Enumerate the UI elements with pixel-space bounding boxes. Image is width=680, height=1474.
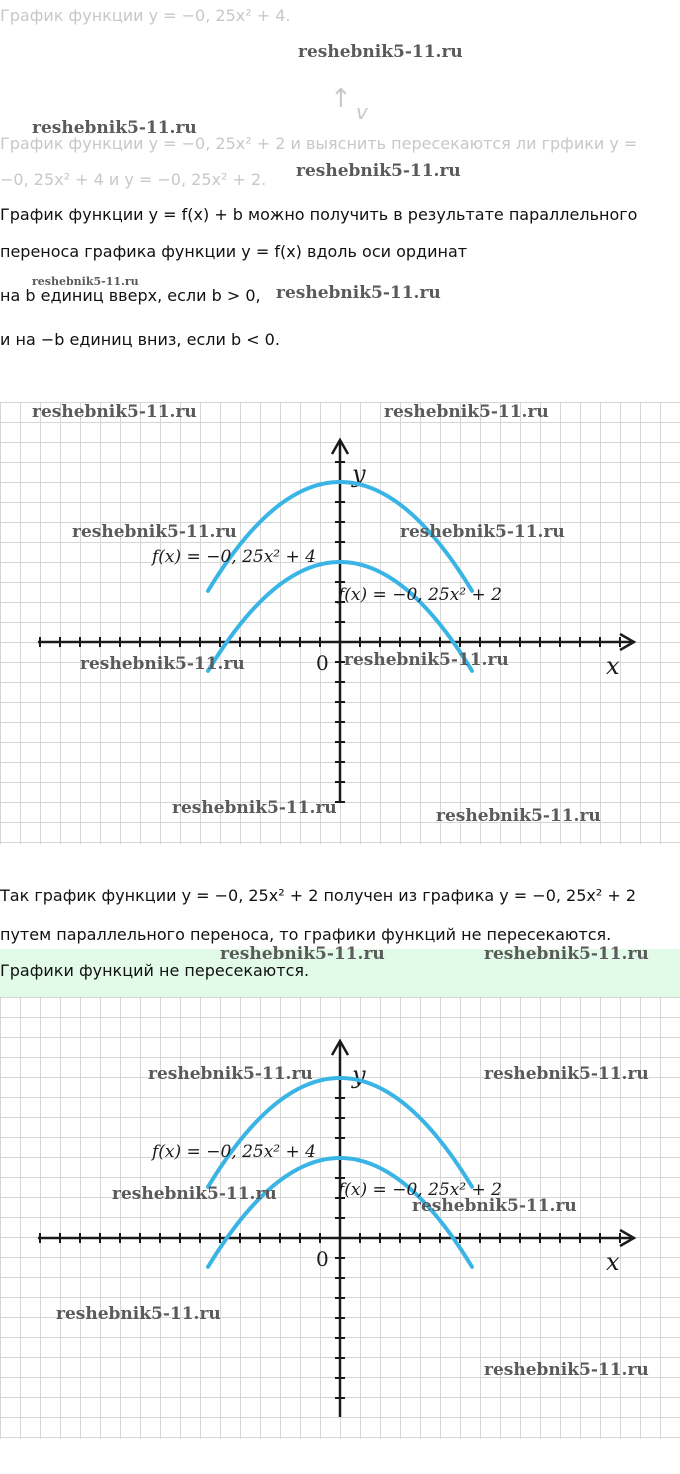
watermark: reshebnik5-11.ru: [484, 1064, 649, 1084]
conclusion-line-1: Так график функции y = −0, 25x² + 2 получен из графика y = −0, 25x² + 2: [0, 886, 637, 905]
origin-label: 0: [316, 1247, 329, 1271]
watermark: reshebnik5-11.ru: [298, 42, 463, 62]
watermark: reshebnik5-11.ru: [56, 1304, 221, 1324]
theory-line-3: на b единиц вверх, если b > 0,: [0, 286, 261, 305]
watermark: reshebnik5-11.ru: [32, 118, 197, 138]
theory-line-2: переноса графика функции y = f(x) вдоль оси ординат: [0, 242, 468, 261]
watermark: reshebnik5-11.ru: [32, 275, 139, 288]
watermark: reshebnik5-11.ru: [436, 806, 601, 826]
watermark: reshebnik5-11.ru: [32, 402, 197, 422]
series-label-2: f(x) = −0, 25x² + 2: [338, 585, 502, 605]
task-line-1: График функции y = −0, 25x² + 4.: [0, 6, 291, 25]
watermark: reshebnik5-11.ru: [172, 798, 337, 818]
watermark: reshebnik5-11.ru: [220, 944, 385, 964]
task-line-3: −0, 25x² + 4 и y = −0, 25x² + 2.: [0, 170, 267, 189]
series-label-2: f(x) = −0, 25x² + 2: [338, 1180, 502, 1200]
conclusion-line-2: путем параллельного переноса, то графики функций не пересекаются.: [0, 925, 612, 944]
watermark: reshebnik5-11.ru: [412, 1196, 577, 1216]
watermark: reshebnik5-11.ru: [112, 1184, 277, 1204]
y-axis-label: y: [352, 460, 366, 488]
task-line-2: График функции y = −0, 25x² + 2 и выяснить пересекаются ли грфики y =: [0, 134, 638, 153]
watermark: reshebnik5-11.ru: [400, 522, 565, 542]
watermark: reshebnik5-11.ru: [148, 1064, 313, 1084]
watermark: reshebnik5-11.ru: [484, 1360, 649, 1380]
up-arrow-icon: ↑: [330, 84, 352, 114]
watermark: reshebnik5-11.ru: [384, 402, 549, 422]
series-label-1: f(x) = −0, 25x² + 4: [152, 1142, 316, 1162]
chart-1-svg: [0, 402, 680, 844]
watermark: reshebnik5-11.ru: [80, 654, 245, 674]
watermark: reshebnik5-11.ru: [72, 522, 237, 542]
x-axis-label: x: [606, 1248, 620, 1276]
theory-line-4: и на −b единиц вниз, если b < 0.: [0, 330, 280, 349]
x-axis-label: x: [606, 652, 620, 680]
arrow-label: v: [356, 100, 368, 124]
watermark: reshebnik5-11.ru: [484, 944, 649, 964]
series-label-1: f(x) = −0, 25x² + 4: [152, 547, 316, 567]
origin-label: 0: [316, 651, 329, 675]
watermark: reshebnik5-11.ru: [296, 161, 461, 181]
answer-text: Графики функций не пересекаются.: [0, 961, 310, 980]
watermark: reshebnik5-11.ru: [276, 283, 441, 303]
y-axis-label: y: [352, 1061, 366, 1089]
chart-1: [0, 402, 680, 844]
theory-line-1: График функции y = f(x) + b можно получить в результате параллельного: [0, 205, 638, 224]
watermark: reshebnik5-11.ru: [344, 650, 509, 670]
